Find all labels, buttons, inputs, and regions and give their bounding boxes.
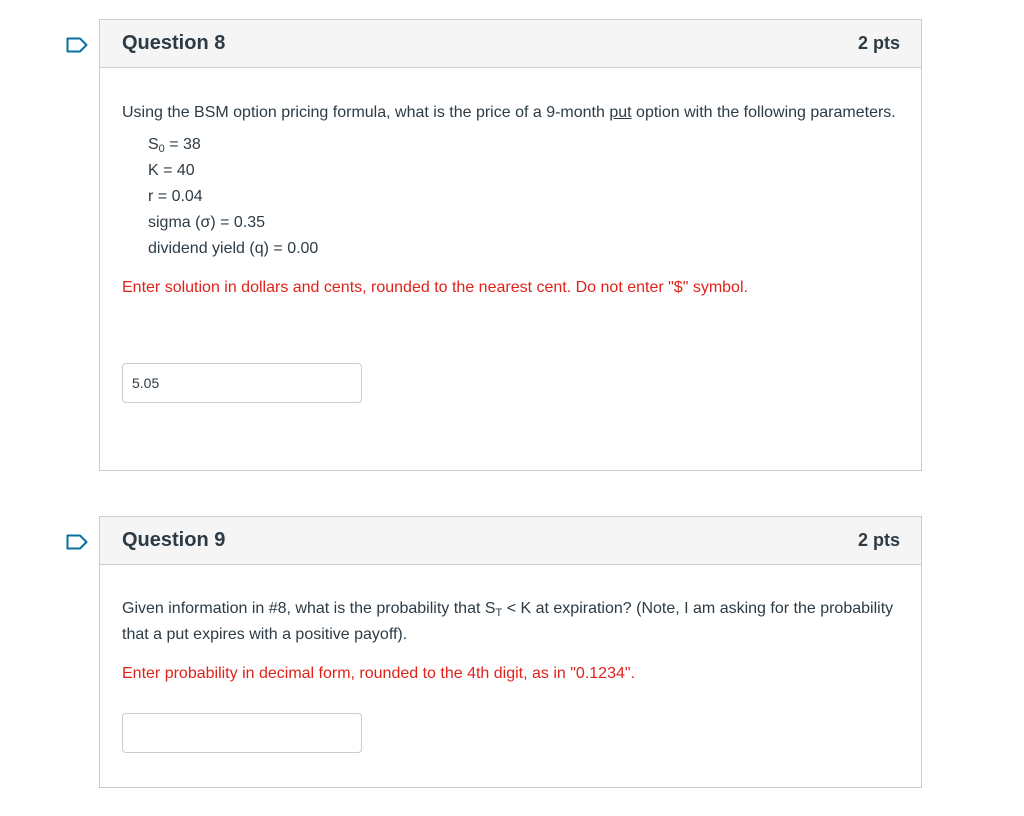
answer-input[interactable] [122, 363, 362, 403]
question-body [100, 565, 921, 753]
answer-input[interactable] [122, 713, 362, 753]
question-header [100, 517, 921, 565]
answer-instruction: Enter probability in decimal form, rounded to the 4th digit, as in "0.1234". [122, 665, 635, 682]
question-points: 2 pts [857, 33, 900, 53]
parameter-list [148, 132, 899, 262]
prompt-text: < K at expiration? (Note, I am asking for the probability that a put expires with a positive payoff). [122, 600, 894, 643]
question-9-card [99, 516, 922, 788]
question-header [100, 20, 921, 68]
param-sigma: sigma (σ) = 0.35 [148, 214, 266, 231]
question-title: Question 9 [122, 529, 226, 551]
question-points: 2 pts [857, 530, 900, 550]
param-s0-value: = 38 [164, 136, 201, 153]
flag-question-icon[interactable] [66, 37, 88, 53]
param-k: K = 40 [148, 162, 195, 179]
param-s0-subscript: 0 [158, 143, 165, 155]
prompt-text: Using the BSM option pricing formula, what is the price of a 9-month [122, 104, 610, 121]
param-dividend: dividend yield (q) = 0.00 [148, 240, 319, 257]
param-r: r = 0.04 [148, 188, 203, 205]
prompt-put-underlined: put [609, 104, 632, 121]
question-prompt [122, 100, 899, 126]
prompt-text: option with the following parameters. [631, 104, 896, 121]
flag-question-icon[interactable] [66, 534, 88, 550]
param-s0 [148, 132, 899, 158]
question-body [100, 68, 921, 403]
question-8-card [99, 19, 922, 471]
prompt-text: Given information in #8, what is the probability that S [122, 600, 496, 617]
prompt-subscript: T [495, 607, 503, 619]
answer-instruction: Enter solution in dollars and cents, rounded to the nearest cent. Do not enter "$" symbol. [122, 279, 748, 296]
question-prompt [122, 596, 899, 648]
param-s0-label: S [148, 136, 159, 153]
question-title: Question 8 [122, 32, 226, 54]
